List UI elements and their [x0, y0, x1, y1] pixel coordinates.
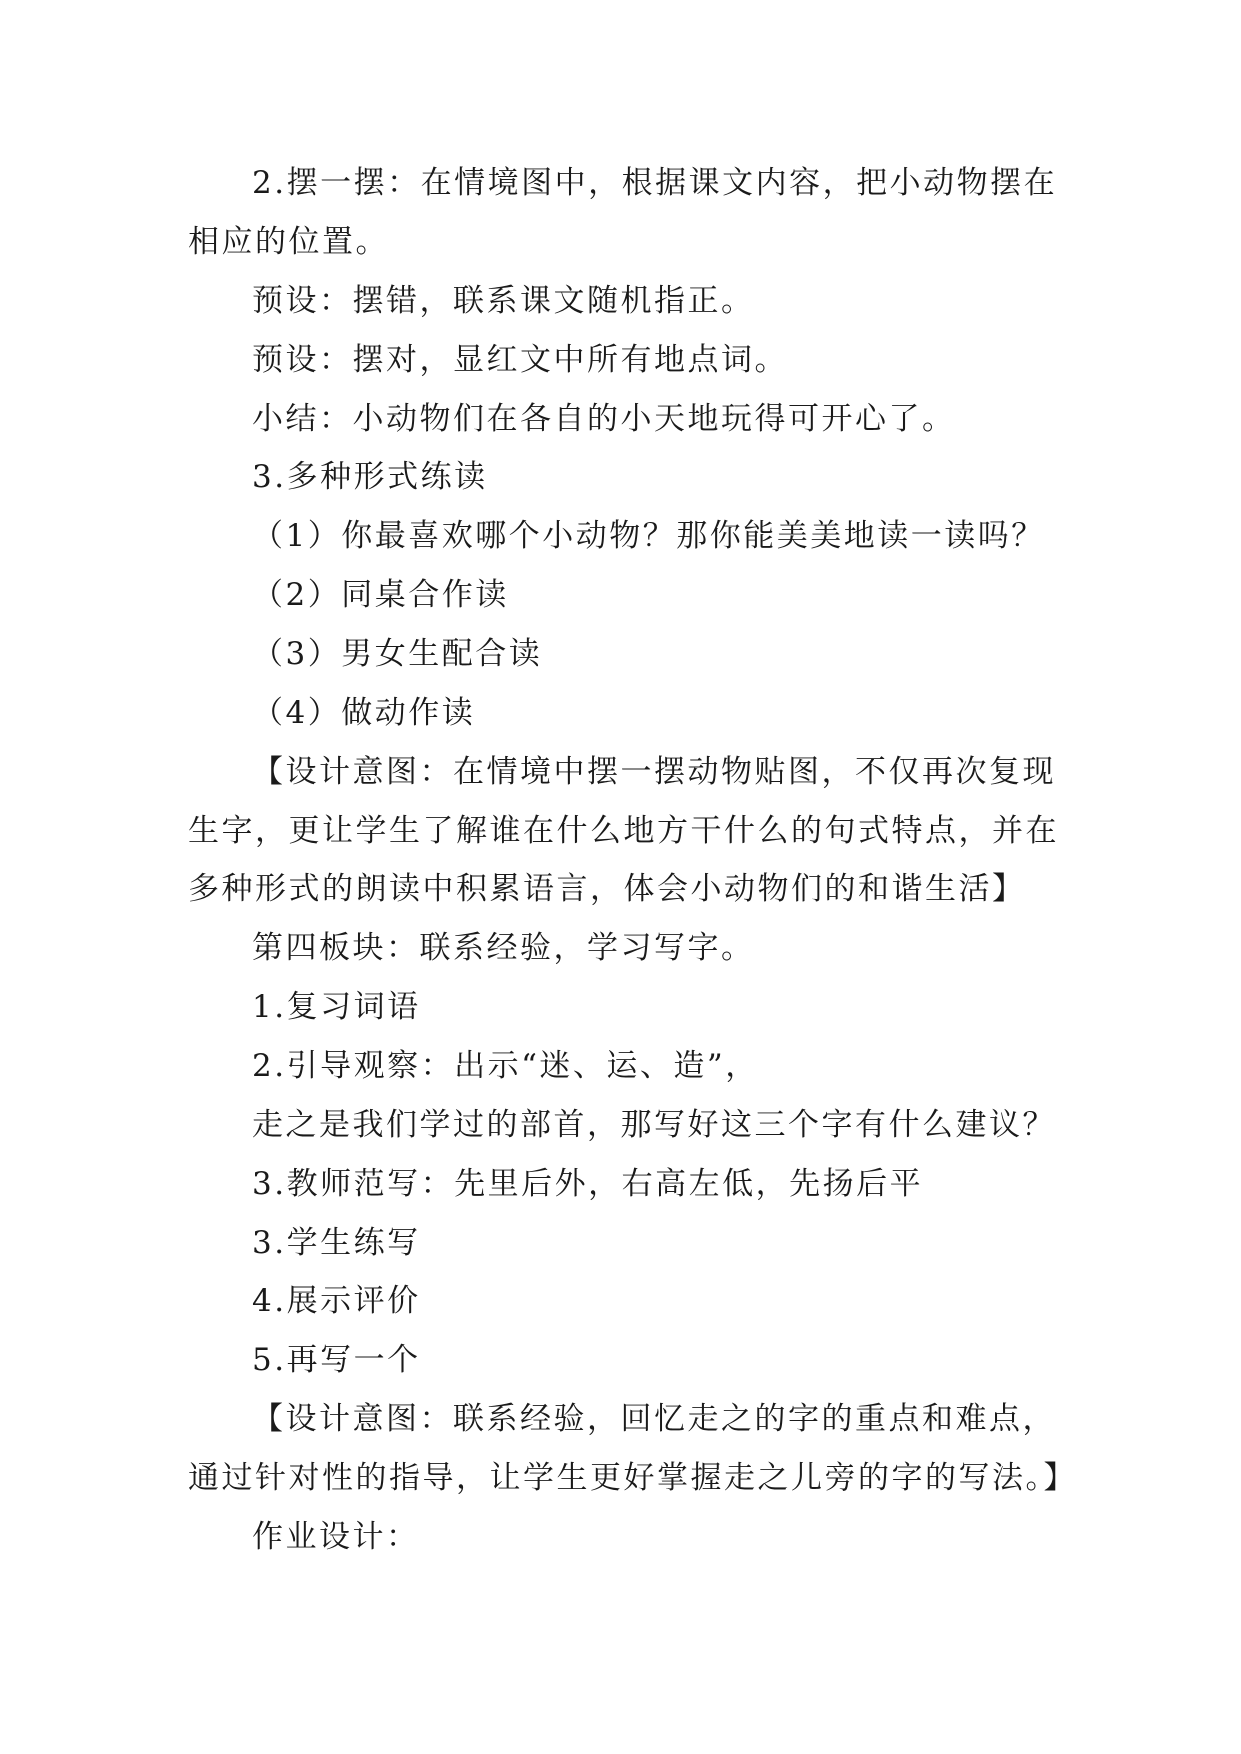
text-line: 作业设计： [252, 1519, 420, 1555]
text-line: （2）同桌合作读 [252, 577, 509, 613]
text-line: 【设计意图：在情境中摆一摆动物贴图，不仅再次复现 [252, 754, 1056, 790]
text-line: 1.复习词语 [252, 989, 421, 1025]
text-line: 预设：摆对，显红文中所有地点词。 [252, 342, 788, 378]
text-line: 4.展示评价 [252, 1283, 421, 1319]
text-line: 5.再写一个 [252, 1342, 421, 1378]
text-line: 生字，更让学生了解谁在什么地方干什么的句式特点，并在 [188, 813, 1059, 849]
text-line: 预设：摆错，联系课文随机指正。 [252, 283, 755, 319]
text-line: 小结：小动物们在各自的小天地玩得可开心了。 [252, 401, 956, 437]
text-line: 2.引导观察：出示“迷、运、造”， [252, 1048, 759, 1084]
text-line: 3.教师范写：先里后外，右高左低，先扬后平 [252, 1166, 924, 1202]
text-line: 【设计意图：联系经验，回忆走之的字的重点和难点， [252, 1401, 1056, 1437]
text-line: 通过针对性的指导，让学生更好掌握走之儿旁的字的写法。】 [188, 1460, 1077, 1496]
text-line: （4）做动作读 [252, 695, 476, 731]
text-line: 2.摆一摆：在情境图中，根据课文内容，把小动物摆在 [252, 165, 1058, 201]
text-line: （1）你最喜欢哪个小动物？那你能美美地读一读吗？ [252, 518, 1045, 554]
text-line: 第四板块：联系经验，学习写字。 [252, 930, 755, 966]
text-line: 相应的位置。 [188, 224, 389, 260]
text-line: 3.学生练写 [252, 1225, 421, 1261]
text-line: 3.多种形式练读 [252, 459, 488, 495]
text-line: 走之是我们学过的部首，那写好这三个字有什么建议？ [252, 1107, 1056, 1143]
text-line: 多种形式的朗读中积累语言，体会小动物们的和谐生活】 [188, 871, 1026, 907]
text-line: （3）男女生配合读 [252, 636, 543, 672]
